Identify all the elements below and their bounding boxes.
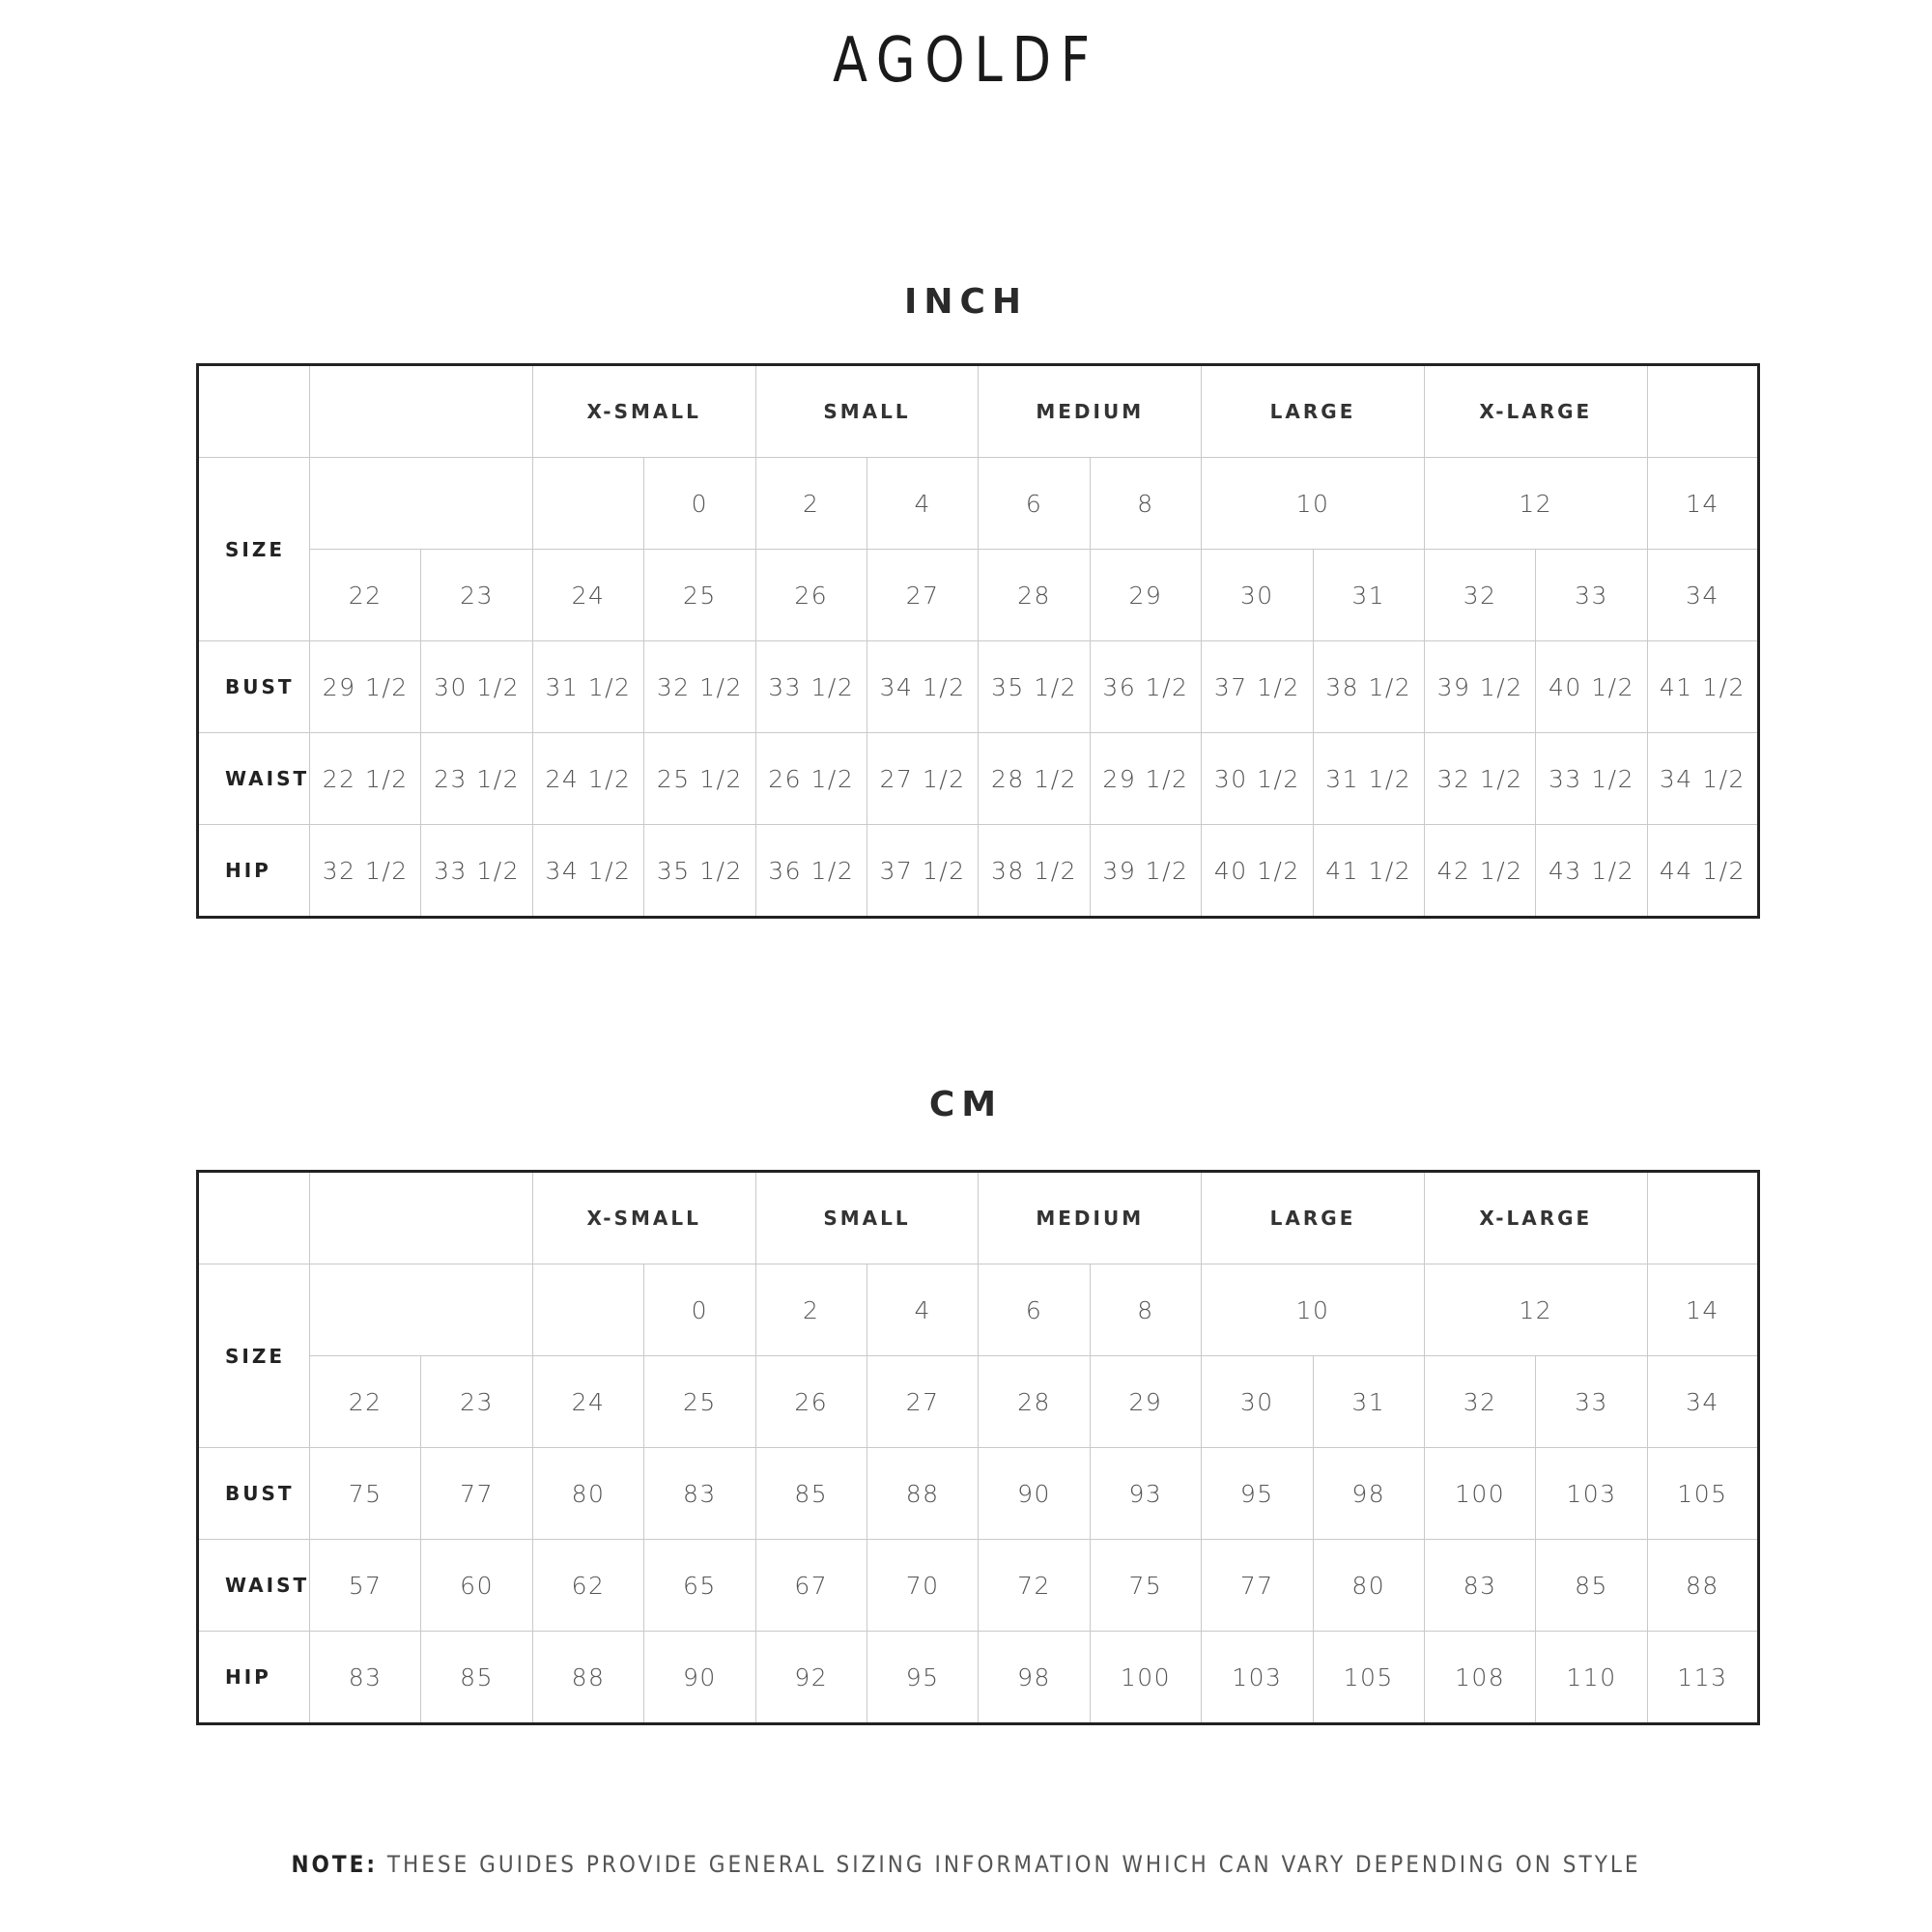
bust-cell: 88 — [867, 1448, 978, 1540]
numeric-size-row — [198, 458, 1759, 550]
empty-cell — [1647, 1172, 1758, 1264]
bust-cell: 31 1/2 — [532, 641, 643, 733]
inch-section-title: INCH — [903, 282, 1029, 322]
waist-cell: 30 1/2 — [1202, 733, 1313, 825]
waist-size-cell: 23 — [421, 550, 532, 641]
bust-cell: 85 — [755, 1448, 867, 1540]
waist-size-cell: 25 — [644, 1356, 755, 1448]
waist-cell: 60 — [421, 1540, 532, 1632]
waist-size-cell: 25 — [644, 550, 755, 641]
waist-size-cell: 23 — [421, 1356, 532, 1448]
hip-row — [198, 825, 1759, 918]
hip-cell: 83 — [310, 1632, 421, 1724]
bust-cell: 98 — [1313, 1448, 1424, 1540]
waist-cell: 67 — [755, 1540, 867, 1632]
waist-cell: 57 — [310, 1540, 421, 1632]
empty-cell — [310, 365, 533, 458]
bust-cell: 35 1/2 — [979, 641, 1090, 733]
bust-cell: 38 1/2 — [1313, 641, 1424, 733]
hip-cell: 85 — [421, 1632, 532, 1724]
size-cell: 4 — [867, 1264, 978, 1356]
waist-size-cell: 24 — [532, 550, 643, 641]
waist-size-cell: 31 — [1313, 550, 1424, 641]
bust-cell: 100 — [1424, 1448, 1535, 1540]
size-cell: 6 — [979, 1264, 1090, 1356]
waist-size-cell: 24 — [532, 1356, 643, 1448]
hip-cell: 105 — [1313, 1632, 1424, 1724]
size-cell: 8 — [1090, 458, 1201, 550]
size-cell: 12 — [1424, 458, 1647, 550]
note-label: NOTE: — [291, 1851, 378, 1878]
waist-size-cell: 22 — [310, 550, 421, 641]
size-cell: 4 — [867, 458, 978, 550]
hip-cell: 113 — [1647, 1632, 1758, 1724]
bust-cell: 95 — [1202, 1448, 1313, 1540]
numeric-size-row — [198, 1264, 1759, 1356]
hip-cell: 95 — [867, 1632, 978, 1724]
group-small: SMALL — [755, 1172, 979, 1264]
bust-cell: 40 1/2 — [1536, 641, 1647, 733]
size-cell: 14 — [1647, 1264, 1758, 1356]
bust-cell: 34 1/2 — [867, 641, 978, 733]
hip-cell: 110 — [1536, 1632, 1647, 1724]
size-cell: 14 — [1647, 458, 1758, 550]
empty-cell — [198, 365, 310, 458]
inch-size-table — [196, 363, 1760, 919]
waist-label: WAIST — [198, 733, 310, 825]
waist-size-cell: 30 — [1202, 550, 1313, 641]
hip-row — [198, 1632, 1759, 1724]
hip-cell: 90 — [644, 1632, 755, 1724]
bust-row — [198, 1448, 1759, 1540]
group-x-small: X-SMALL — [532, 365, 755, 458]
waist-cell: 72 — [979, 1540, 1090, 1632]
hip-cell: 103 — [1202, 1632, 1313, 1724]
group-medium: MEDIUM — [979, 1172, 1202, 1264]
hip-cell: 88 — [532, 1632, 643, 1724]
waist-size-cell: 28 — [979, 550, 1090, 641]
empty-cell — [198, 1172, 310, 1264]
size-cell: 0 — [644, 458, 755, 550]
waist-size-cell: 26 — [755, 1356, 867, 1448]
bust-cell: 105 — [1647, 1448, 1758, 1540]
bust-cell: 33 1/2 — [755, 641, 867, 733]
cm-section-title: CM — [928, 1085, 1004, 1124]
hip-label: HIP — [198, 825, 310, 918]
waist-size-cell: 31 — [1313, 1356, 1424, 1448]
waist-cell: 34 1/2 — [1647, 733, 1758, 825]
bust-cell: 41 1/2 — [1647, 641, 1758, 733]
waist-cell: 70 — [867, 1540, 978, 1632]
waist-size-cell: 32 — [1424, 1356, 1535, 1448]
size-cell: 10 — [1202, 1264, 1425, 1356]
group-x-small: X-SMALL — [532, 1172, 755, 1264]
hip-cell: 92 — [755, 1632, 867, 1724]
size-label: SIZE — [198, 458, 310, 641]
waist-size-cell: 27 — [867, 1356, 978, 1448]
hip-cell: 108 — [1424, 1632, 1535, 1724]
bust-cell: 37 1/2 — [1202, 641, 1313, 733]
waist-cell: 28 1/2 — [979, 733, 1090, 825]
size-label: SIZE — [198, 1264, 310, 1448]
group-large: LARGE — [1202, 365, 1425, 458]
waist-cell: 75 — [1090, 1540, 1201, 1632]
waist-label: WAIST — [198, 1540, 310, 1632]
waist-cell: 83 — [1424, 1540, 1535, 1632]
bust-cell: 77 — [421, 1448, 532, 1540]
waist-size-cell: 34 — [1647, 550, 1758, 641]
waist-size-cell: 33 — [1536, 550, 1647, 641]
bust-cell: 29 1/2 — [310, 641, 421, 733]
empty-cell — [310, 1264, 533, 1356]
waist-size-row — [198, 550, 1759, 641]
hip-cell: 36 1/2 — [755, 825, 867, 918]
empty-cell — [310, 458, 533, 550]
empty-cell — [532, 1264, 643, 1356]
waist-size-cell: 26 — [755, 550, 867, 641]
hip-cell: 38 1/2 — [979, 825, 1090, 918]
waist-cell: 32 1/2 — [1424, 733, 1535, 825]
waist-size-cell: 27 — [867, 550, 978, 641]
hip-cell: 34 1/2 — [532, 825, 643, 918]
hip-cell: 98 — [979, 1632, 1090, 1724]
waist-row — [198, 1540, 1759, 1632]
bust-label: BUST — [198, 641, 310, 733]
group-x-large: X-LARGE — [1424, 1172, 1647, 1264]
hip-cell: 39 1/2 — [1090, 825, 1201, 918]
bust-cell: 75 — [310, 1448, 421, 1540]
waist-cell: 23 1/2 — [421, 733, 532, 825]
group-small: SMALL — [755, 365, 979, 458]
hip-label: HIP — [198, 1632, 310, 1724]
hip-cell: 42 1/2 — [1424, 825, 1535, 918]
hip-cell: 32 1/2 — [310, 825, 421, 918]
waist-size-cell: 30 — [1202, 1356, 1313, 1448]
waist-cell: 31 1/2 — [1313, 733, 1424, 825]
hip-cell: 33 1/2 — [421, 825, 532, 918]
size-cell: 2 — [755, 458, 867, 550]
waist-cell: 24 1/2 — [532, 733, 643, 825]
waist-size-row — [198, 1356, 1759, 1448]
waist-size-cell: 33 — [1536, 1356, 1647, 1448]
size-cell: 0 — [644, 1264, 755, 1356]
hip-cell: 35 1/2 — [644, 825, 755, 918]
waist-cell: 62 — [532, 1540, 643, 1632]
waist-size-cell: 22 — [310, 1356, 421, 1448]
size-cell: 6 — [979, 458, 1090, 550]
waist-cell: 27 1/2 — [867, 733, 978, 825]
waist-cell: 77 — [1202, 1540, 1313, 1632]
bust-cell: 83 — [644, 1448, 755, 1540]
waist-size-cell: 34 — [1647, 1356, 1758, 1448]
bust-cell: 32 1/2 — [644, 641, 755, 733]
size-cell: 10 — [1202, 458, 1425, 550]
bust-cell: 93 — [1090, 1448, 1201, 1540]
waist-cell: 80 — [1313, 1540, 1424, 1632]
bust-cell: 36 1/2 — [1090, 641, 1201, 733]
hip-cell: 43 1/2 — [1536, 825, 1647, 918]
hip-cell: 100 — [1090, 1632, 1201, 1724]
waist-size-cell: 28 — [979, 1356, 1090, 1448]
bust-cell: 30 1/2 — [421, 641, 532, 733]
group-large: LARGE — [1202, 1172, 1425, 1264]
waist-size-cell: 29 — [1090, 1356, 1201, 1448]
waist-cell: 22 1/2 — [310, 733, 421, 825]
waist-cell: 25 1/2 — [644, 733, 755, 825]
bust-row — [198, 641, 1759, 733]
size-cell: 2 — [755, 1264, 867, 1356]
group-medium: MEDIUM — [979, 365, 1202, 458]
note-text: THESE GUIDES PROVIDE GENERAL SIZING INFORMATION WHICH CAN VARY DEPENDING ON STYLE — [386, 1851, 1641, 1878]
waist-cell: 33 1/2 — [1536, 733, 1647, 825]
size-cell: 8 — [1090, 1264, 1201, 1356]
waist-cell: 29 1/2 — [1090, 733, 1201, 825]
hip-cell: 44 1/2 — [1647, 825, 1758, 918]
hip-cell: 41 1/2 — [1313, 825, 1424, 918]
bust-cell: 80 — [532, 1448, 643, 1540]
waist-size-cell: 29 — [1090, 550, 1201, 641]
waist-row — [198, 733, 1759, 825]
hip-cell: 37 1/2 — [867, 825, 978, 918]
size-cell: 12 — [1424, 1264, 1647, 1356]
bust-cell: 103 — [1536, 1448, 1647, 1540]
waist-size-cell: 32 — [1424, 550, 1535, 641]
bust-label: BUST — [198, 1448, 310, 1540]
brand-logo: AGOLDF — [833, 25, 1099, 97]
bust-cell: 90 — [979, 1448, 1090, 1540]
sizing-note — [0, 1851, 1932, 1878]
group-x-large: X-LARGE — [1424, 365, 1647, 458]
group-header-row — [198, 365, 1759, 458]
empty-cell — [1647, 365, 1758, 458]
empty-cell — [532, 458, 643, 550]
waist-cell: 85 — [1536, 1540, 1647, 1632]
waist-cell: 26 1/2 — [755, 733, 867, 825]
waist-cell: 88 — [1647, 1540, 1758, 1632]
empty-cell — [310, 1172, 533, 1264]
waist-cell: 65 — [644, 1540, 755, 1632]
bust-cell: 39 1/2 — [1424, 641, 1535, 733]
hip-cell: 40 1/2 — [1202, 825, 1313, 918]
cm-size-table — [196, 1170, 1760, 1725]
group-header-row — [198, 1172, 1759, 1264]
